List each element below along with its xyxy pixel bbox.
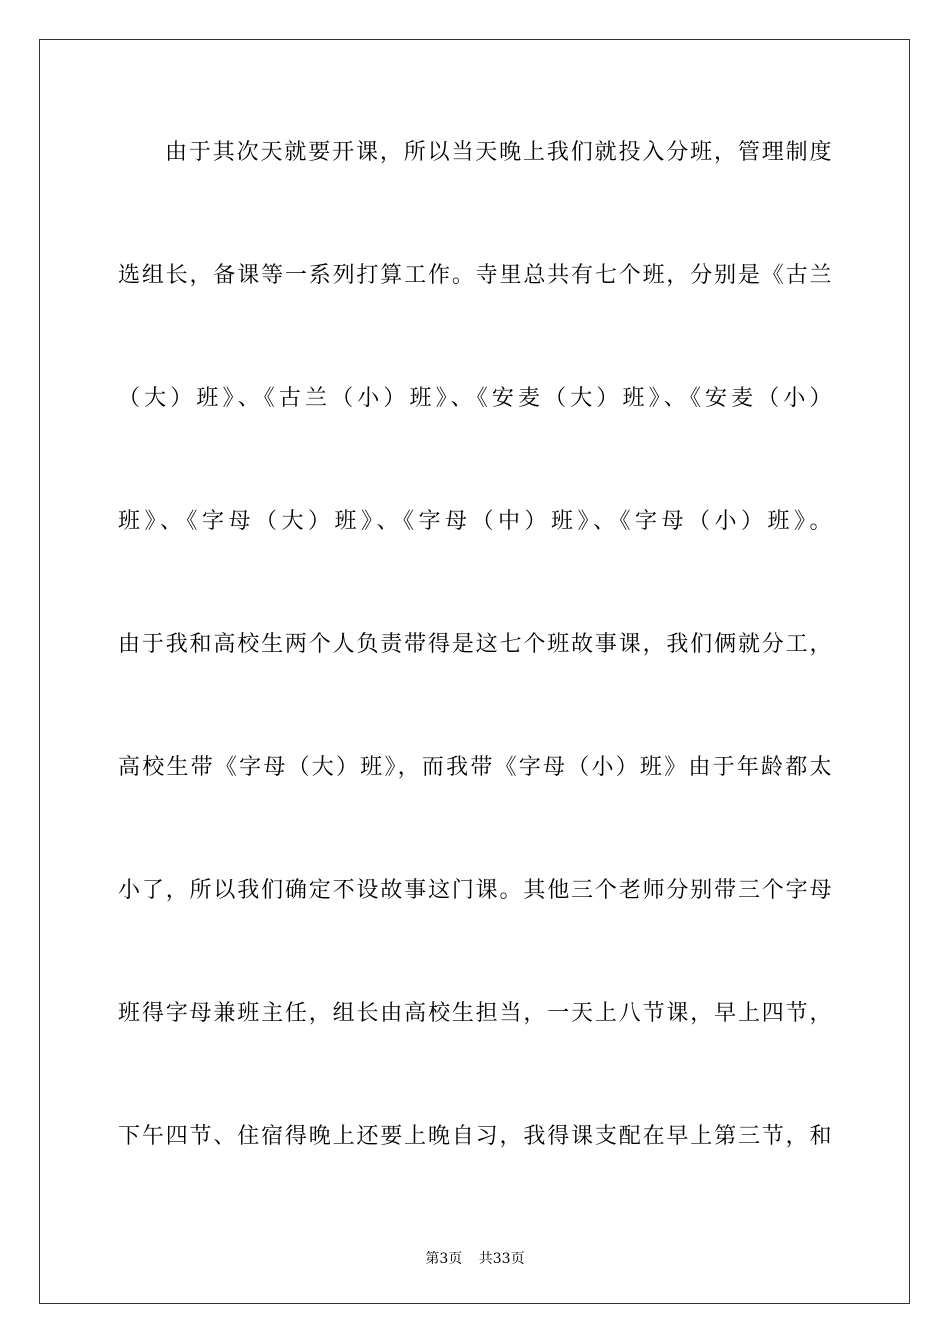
text-line-8: 班得字母兼班主任，组长由高校生担当，一天上八节课，早上四节，	[118, 1001, 832, 1026]
page-footer	[0, 1248, 950, 1268]
text-line-2: 选组长，备课等一系列打算工作。寺里总共有七个班，分别是《古兰	[118, 263, 832, 288]
page-total: 共33页	[478, 1251, 525, 1267]
text-line-5: 由于我和高校生两个人负责带得是这七个班故事课，我们俩就分工，	[118, 632, 832, 657]
text-line-6: 高校生带《字母（大）班》，而我带《字母（小）班》由于年龄都太	[118, 755, 832, 780]
body-text	[118, 130, 832, 1237]
text-line-9: 下午四节、住宿得晚上还要上晚自习，我得课支配在早上第三节，和	[118, 1124, 832, 1149]
text-line-7: 小了，所以我们确定不设故事这门课。其他三个老师分别带三个字母	[118, 878, 832, 903]
page-number: 第3页	[425, 1251, 463, 1267]
text-line-1: 由于其次天就要开课，所以当天晚上我们就投入分班，管理制度	[165, 140, 832, 165]
text-line-3: （大）班》、《古兰（小）班》、《安麦（大）班》、《安麦（小）	[118, 386, 832, 411]
text-line-4: 班》、《字母（大）班》、《字母（中）班》、《字母（小）班》。	[118, 509, 832, 534]
